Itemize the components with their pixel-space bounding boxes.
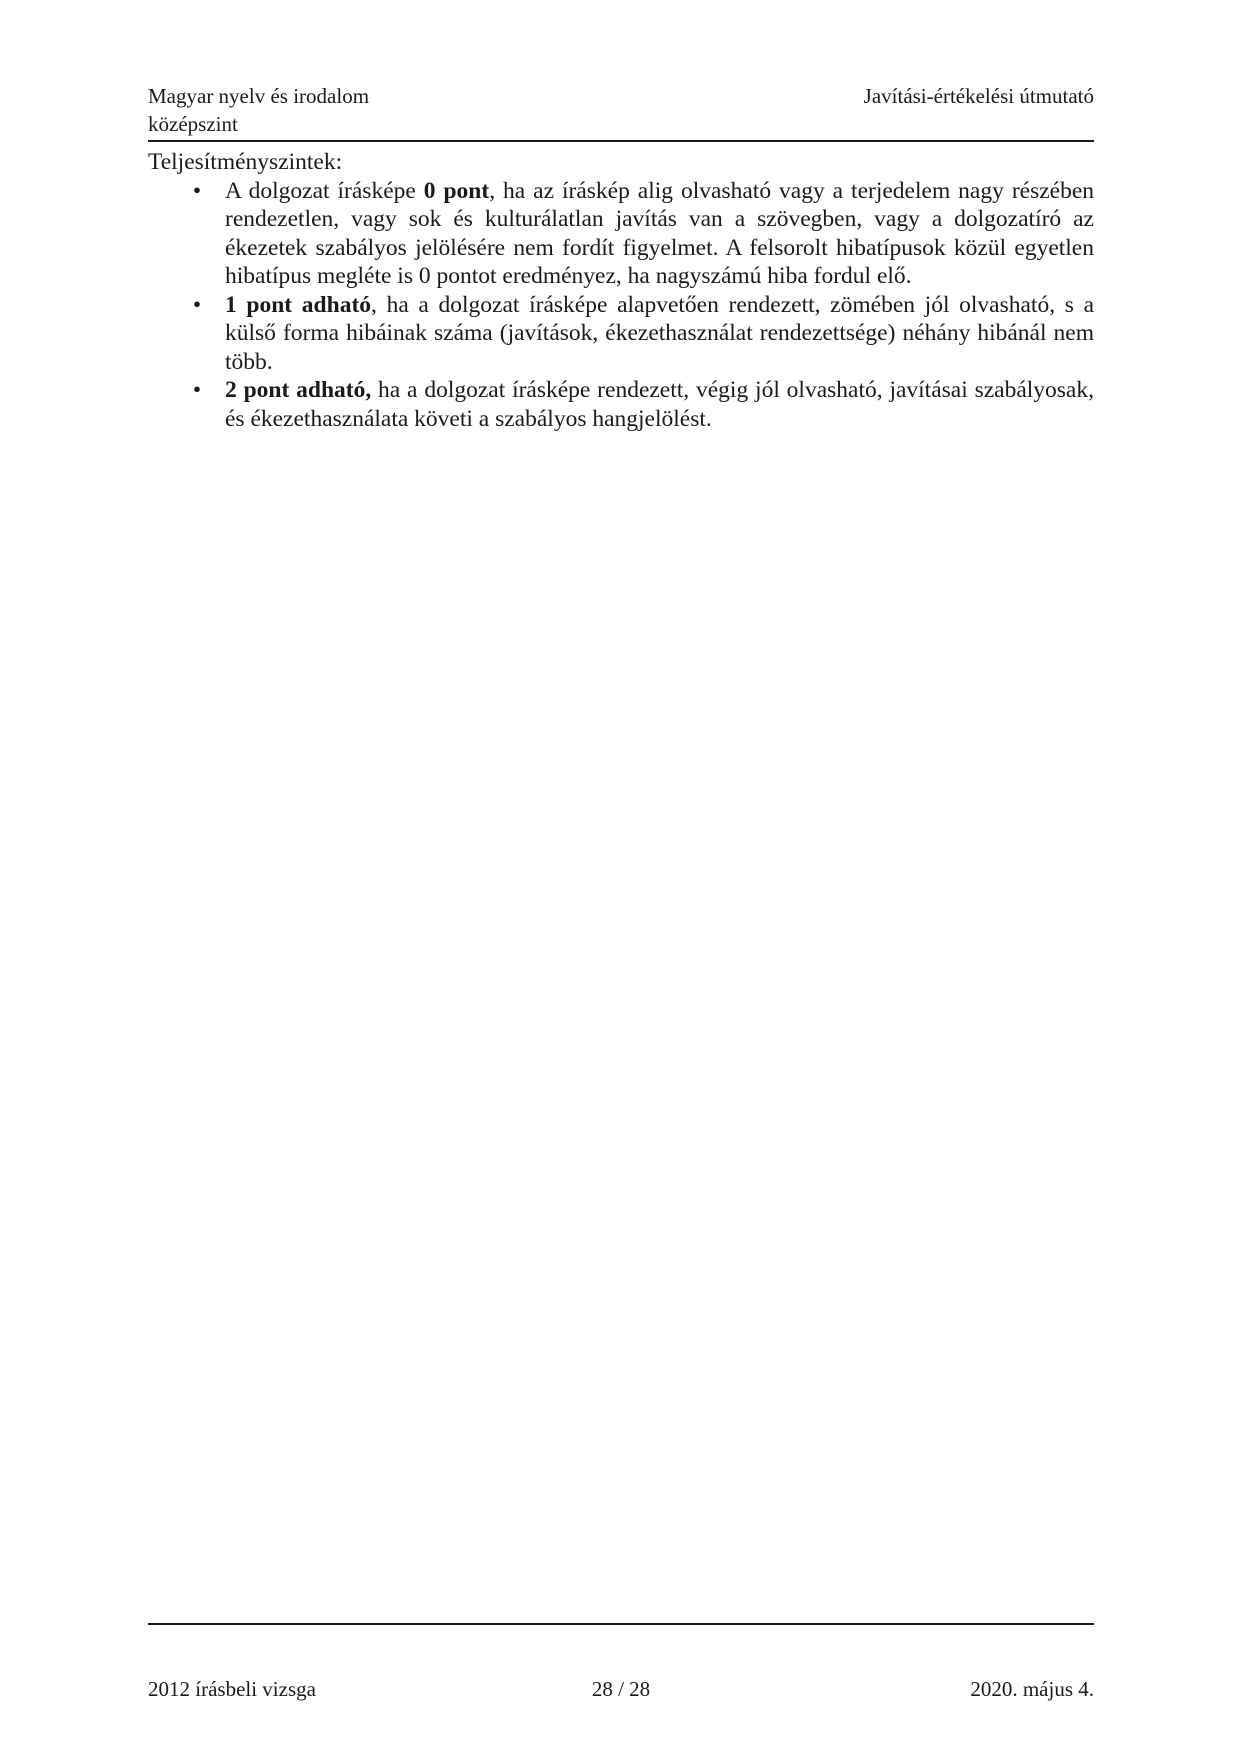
exam-code: 2012 írásbeli vizsga [148, 1677, 316, 1701]
page-number: 28 / 28 [591, 1677, 651, 1701]
bullet-icon: • [192, 377, 202, 403]
item-bold-label: 0 pont [423, 177, 490, 204]
list-item [148, 177, 1094, 291]
document-type: Javítási-értékelési útmutató [863, 84, 1094, 108]
item-text: , ha a dolgozat írásképe alapvetően rendezett, zömében jól olvasható, s a külső forma hibáinak száma (javítások, ékezethasználat rendezettsége) néhány hibánál nem több. [225, 291, 1094, 375]
subject-title: Magyar nyelv és irodalom [148, 84, 370, 108]
level-label: középszint [148, 112, 238, 136]
page-footer [148, 1623, 1094, 1701]
list-item [148, 291, 1094, 377]
item-bold-label: 1 pont adható [225, 291, 372, 318]
bullet-icon: • [192, 177, 202, 204]
list-item [148, 376, 1094, 433]
header-left [148, 82, 369, 138]
page-header [148, 82, 1094, 142]
item-bold-label: 2 pont adható, [225, 377, 372, 403]
exam-date: 2020. május 4. [970, 1677, 1094, 1701]
bullet-icon: • [192, 291, 202, 318]
item-prefix: A dolgozat írásképe [225, 177, 424, 204]
item-text: ha a dolgozat írásképe rendezett, végig jól olvasható, javításai szabályosak, és ékezethasználata követi a szabályos hangjelölést. [225, 377, 1094, 432]
main-content [148, 148, 1094, 433]
item-text: , ha az íráskép alig olvasható vagy a terjedelem nagy részében rendezetlen, vagy sok és kulturálatlan javítás van a szövegben, vagy a dolgozatíró az ékezetek szabályos jelölésére nem fordít figyelmet. A felsorolt hibatípusok közül egyetlen hibatípus megléte is 0 pontot eredményez, ha nagyszámú hiba fordul elő. [225, 177, 1095, 289]
section-intro: Teljesítményszintek: [148, 149, 343, 175]
performance-levels-list [148, 177, 1094, 434]
